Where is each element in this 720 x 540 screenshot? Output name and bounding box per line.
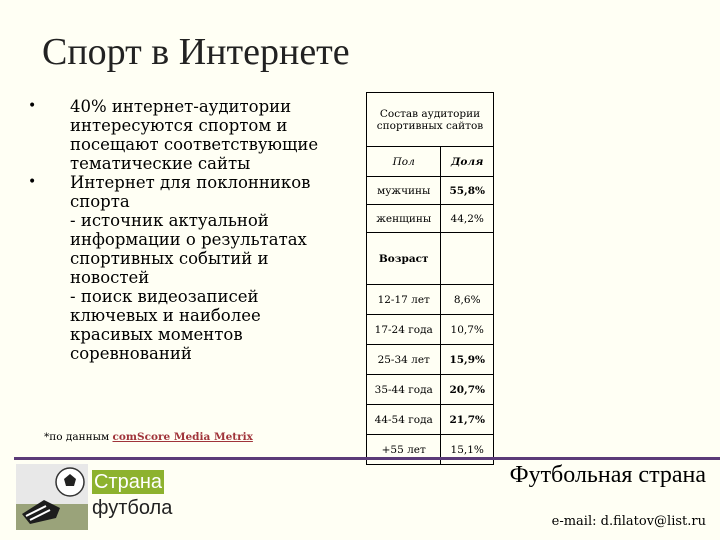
table-cell: 8,6% bbox=[441, 285, 494, 315]
bullet-item bbox=[28, 173, 348, 363]
logo-word-strana: Страна bbox=[93, 471, 163, 493]
table-cell: 15,9% bbox=[441, 345, 494, 375]
table-cell: 15,1% bbox=[441, 435, 494, 465]
table-cell: женщины bbox=[367, 205, 441, 233]
bullet-glyph: • bbox=[28, 174, 37, 190]
footnote-prefix: *по данным bbox=[44, 431, 113, 443]
table-cell: 20,7% bbox=[441, 375, 494, 405]
sub-bullet: - поиск видеозаписей ключевых и наиболее красивых моментов соревнований bbox=[70, 287, 261, 363]
table-cell: 44-54 года bbox=[367, 405, 441, 435]
share-header: Доля bbox=[441, 147, 494, 177]
table-cell: 17-24 года bbox=[367, 315, 441, 345]
table-cell-empty bbox=[441, 233, 494, 285]
bullet-list bbox=[28, 97, 348, 363]
age-header: Возраст bbox=[367, 233, 441, 285]
footnote bbox=[44, 431, 253, 443]
bullet-glyph: • bbox=[28, 98, 37, 114]
footnote-source-link[interactable]: comScore Media Metrix bbox=[112, 431, 253, 443]
table-cell: 55,8% bbox=[441, 177, 494, 205]
brand-name: Футбольная страна bbox=[509, 462, 706, 488]
bullet-item bbox=[28, 97, 348, 173]
table-cell: 10,7% bbox=[441, 315, 494, 345]
table-cell: 12-17 лет bbox=[367, 285, 441, 315]
gender-header: Пол bbox=[367, 147, 441, 177]
logo-word-futbola: футбола bbox=[92, 497, 173, 519]
table-cell: 35-44 года bbox=[367, 375, 441, 405]
slide-title: Спорт в Интернете bbox=[42, 31, 350, 73]
table-cell: 25-34 лет bbox=[367, 345, 441, 375]
table-cell: 44,2% bbox=[441, 205, 494, 233]
table-cell: 21,7% bbox=[441, 405, 494, 435]
table-cell: мужчины bbox=[367, 177, 441, 205]
bullet-text: Интернет для поклонников спорта bbox=[70, 173, 311, 211]
audience-table bbox=[366, 92, 494, 465]
table-caption: Состав аудитории спортивных сайтов bbox=[367, 93, 494, 147]
sub-bullet: - источник актуальной информации о результатах спортивных событий и новостей bbox=[70, 211, 307, 287]
bullet-text: 40% интернет-аудитории интересуются спортом и посещают соответствующие тематические сайты bbox=[70, 97, 319, 173]
contact-email[interactable]: e-mail: d.filatov@list.ru bbox=[551, 514, 706, 529]
football-logo-icon bbox=[16, 464, 88, 530]
footer-divider bbox=[14, 457, 720, 460]
table-cell: +55 лет bbox=[367, 435, 441, 465]
